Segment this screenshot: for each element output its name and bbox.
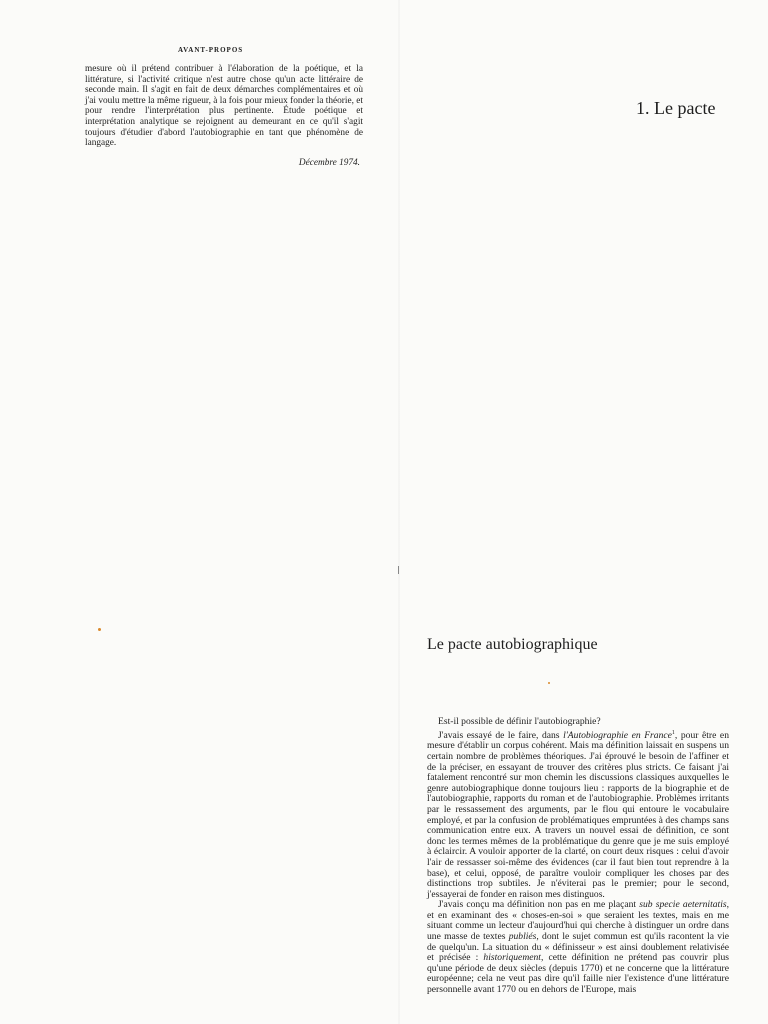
- chapter-body: [427, 717, 729, 996]
- publies-word: publiés: [508, 931, 537, 943]
- book-title: l'Autobiographie en France: [563, 729, 672, 741]
- latin-phrase: sub specie aeternitatis: [639, 899, 727, 911]
- p1-text-b: , pour être en mesure d'établir un corpus cohérent. Mais ma définition laissait en suspens un certain nombre de problèmes théoriques. J'ai éprouvé le besoin de l'affiner et de la préciser, en essayant de trouver des critères plus stricts. Ce faisant j'ai fatalement rencontré sur mon chemin les discussions classiques auxquelles le genre autobiographique donne toujours lieu : rapports de la biographie et de l'autobiographie, rapports du roman et de l'autobiographie. Problèmes irritants par le ressassement des arguments, par le flou qui entoure le vocabulaire employé, et par la confusion de problématiques empruntées à des champs sans communication entre eux. A travers un nouvel essai de définition, ce sont donc les termes mêmes de la problématique du genre que je me suis employé à éclaircir. A vouloir apporter de la clarté, on court deux risques : celui d'avoir l'air de ressasser soi-même des évidences (car il faut bien tout reprendre à la base), et celui, opposé, de paraître vouloir compliquer les choses par des distinctions trop subtiles. Je n'éviterai pas le premier; pour le second, j'essayerai de fonder en raison mes distinguos.: [427, 729, 729, 900]
- preface-date: Décembre 1974.: [298, 158, 360, 168]
- body-paragraph-1: [427, 728, 729, 901]
- scan-speck: [98, 628, 101, 631]
- body-paragraph-2: [427, 900, 729, 995]
- opening-question: Est-il possible de définir l'autobiographie?: [438, 716, 601, 727]
- historiquement-word: historiquement: [483, 952, 541, 964]
- p2-text-b: , et en examinant des « choses-en-soi » que seraient les textes, mais en me situant comme un lecteur d'aujourd'hui qui cherche à distinguer un ordre dans une masse de textes: [427, 899, 730, 943]
- running-head: AVANT-PROPOS: [178, 46, 244, 54]
- p2-text-a: J'avais conçu ma définition non pas en me plaçant: [438, 899, 640, 911]
- part-title: 1. Le pacte: [636, 98, 716, 118]
- preface-text: mesure où il prétend contribuer à l'élaboration de la poétique, et la littérature, si l'activité critique n'est autre chose qu'un acte littéraire de seconde main. Il s'agit en fait de deux démarches complémentaires et où j'ai voulu mettre la même rigueur, à la fois pour mieux fonder la théorie, et pour rendre l'interprétation plus pertinente. Étude poétique et interprétation analytique se rejoignent au demeurant en ce qu'il s'agit toujours d'étudier d'abord l'autobiographie en tant que phénomène de langage.: [85, 64, 363, 149]
- p1-text-a: J'avais essayé de le faire, dans: [438, 729, 564, 741]
- scan-speck: [548, 682, 550, 684]
- p2-text-c: , dont le sujet commun est qu'ils racontent la vie de quelqu'un. La situation du « définisseur » est ainsi doublement relativisée et précisée :: [427, 931, 729, 964]
- p2-text-d: , cette définition ne prétend pas couvrir plus qu'une période de deux siècles (depuis 1770) et ne concerne que la littérature européenne; cela ne veut pas dire qu'il faille nier l'existence d'une littérature personnelle avant 1770 ou en dehors de l'Europe, mais: [427, 952, 729, 996]
- scan-speck: [398, 566, 399, 574]
- chapter-title: Le pacte autobiographique: [427, 636, 598, 653]
- page-fold: [398, 0, 400, 1024]
- preface-paragraph: [85, 64, 363, 149]
- footnote-ref: 1: [671, 729, 675, 736]
